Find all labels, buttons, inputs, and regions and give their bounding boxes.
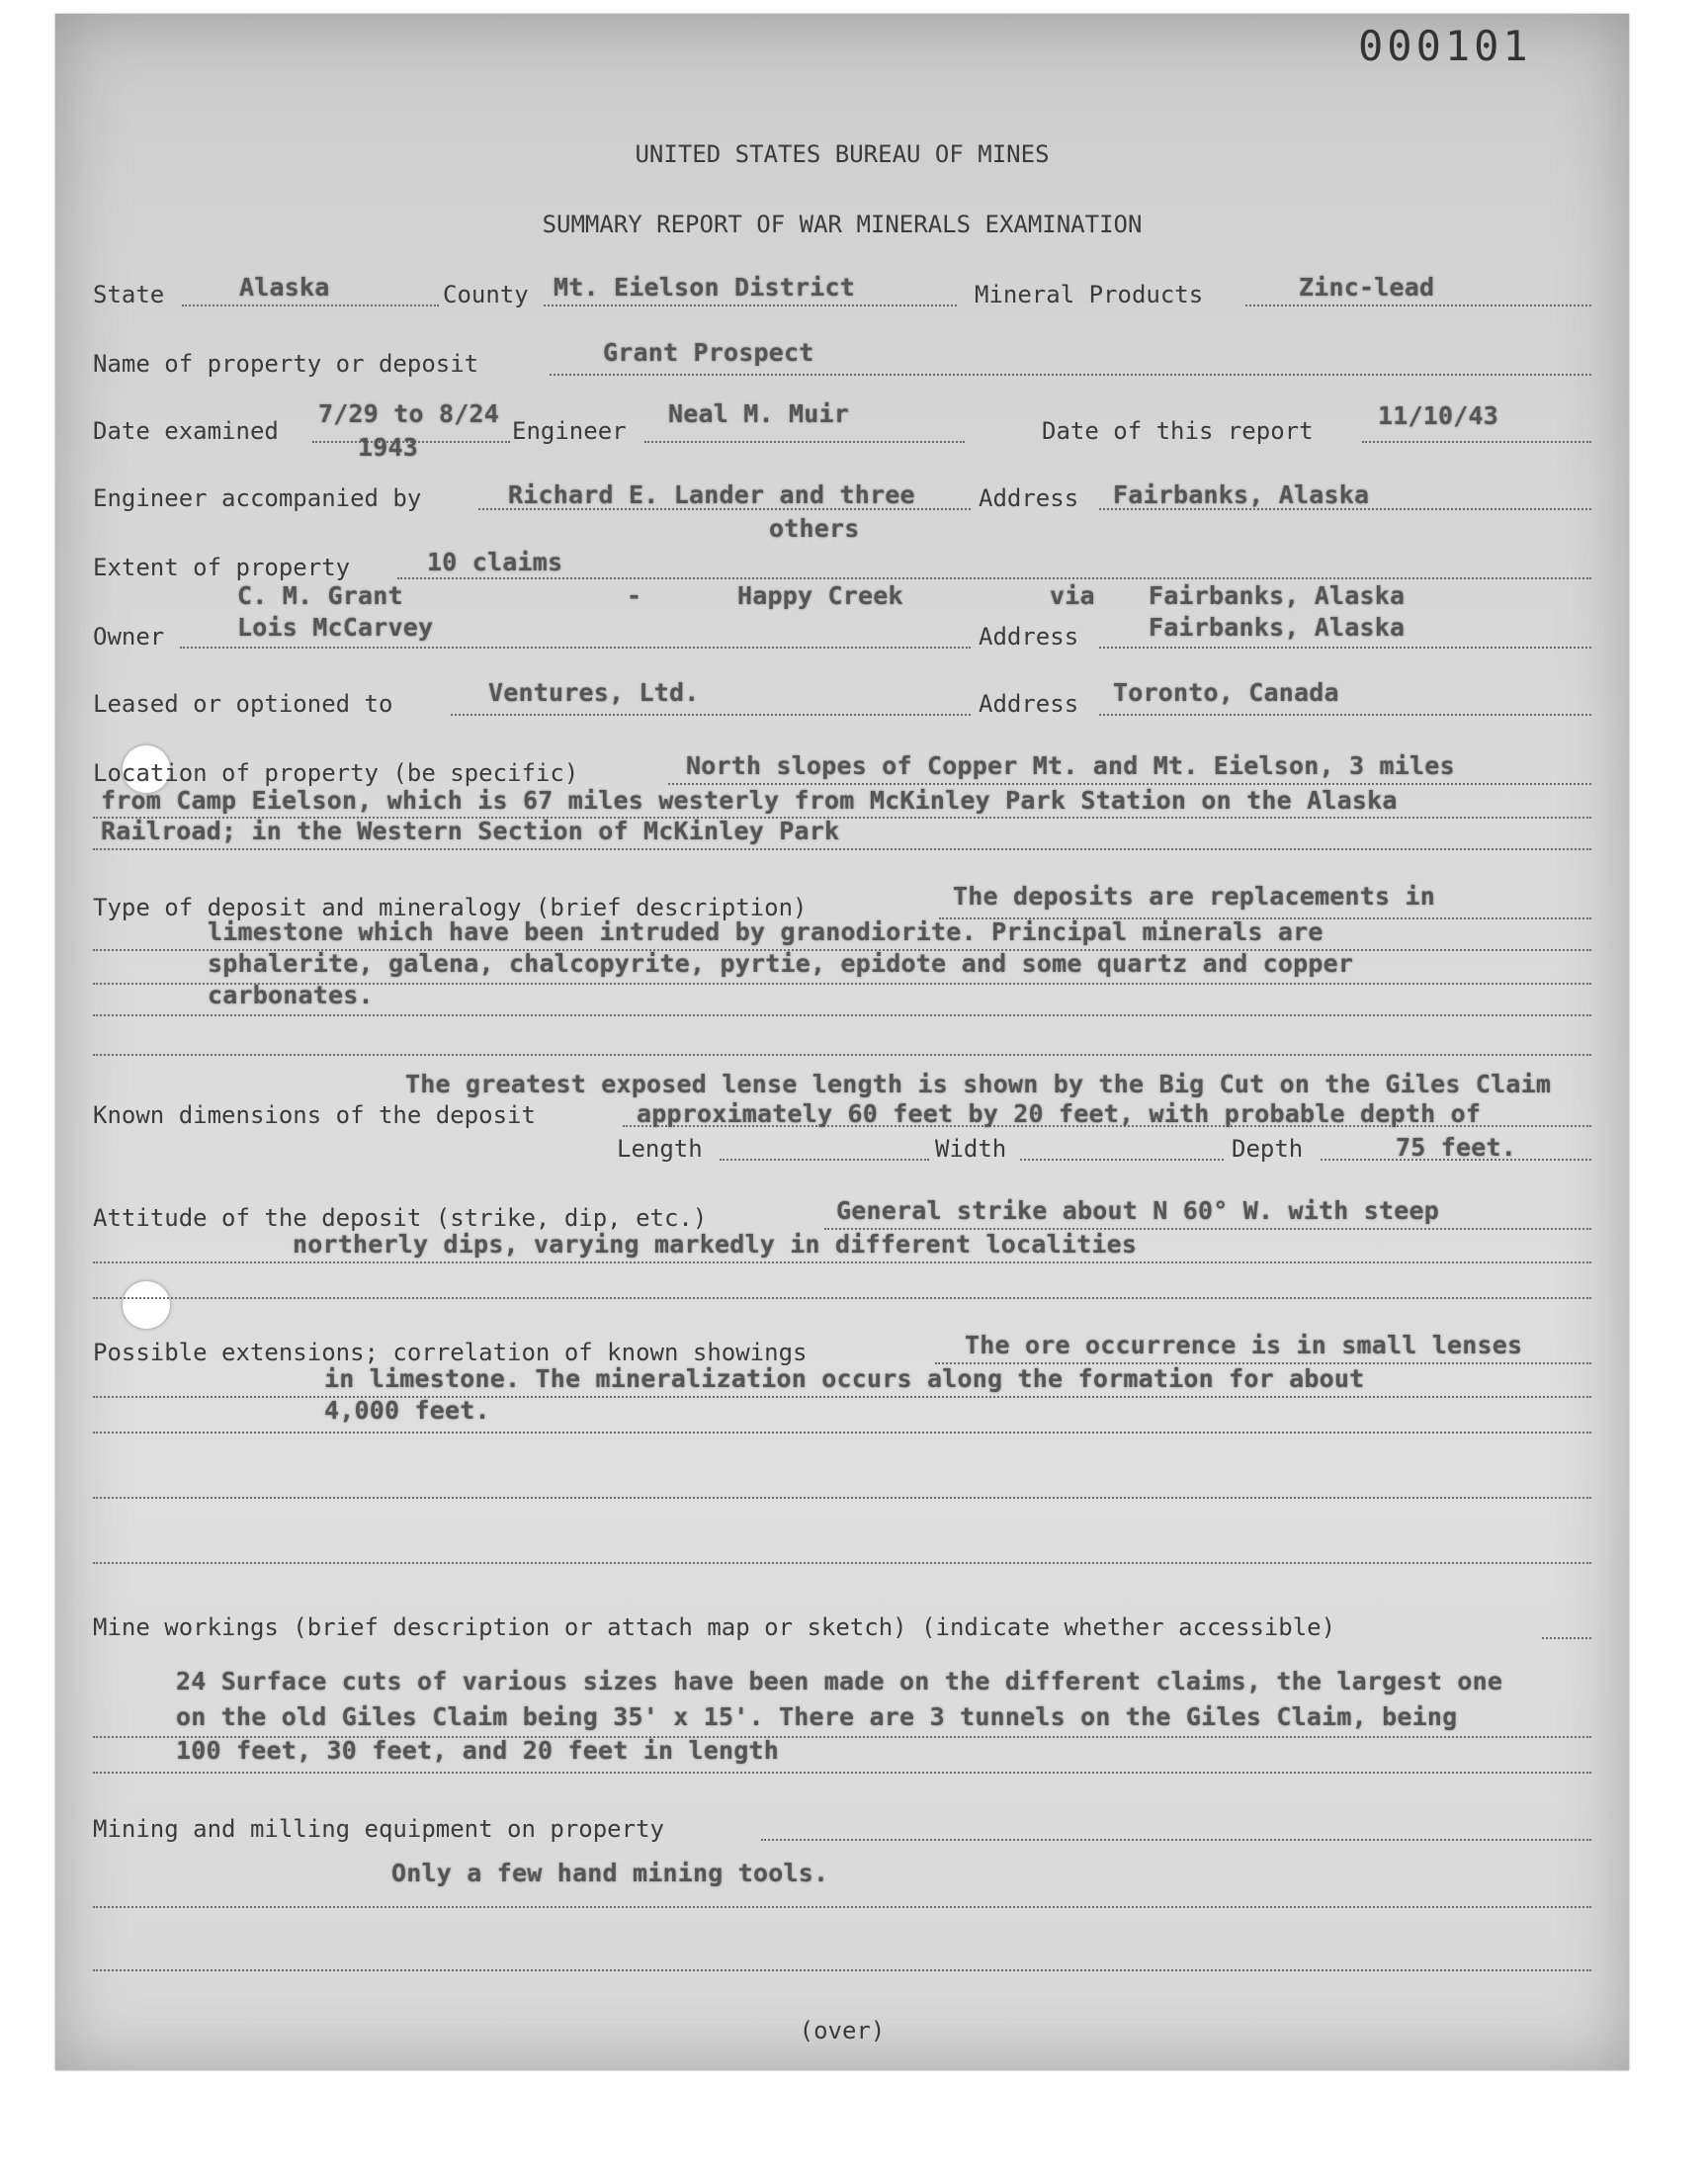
attitude-line-3 [93,1297,1591,1299]
depth-label: Depth [1232,1135,1304,1163]
engineer-value: Neal M. Muir [668,399,850,428]
extensions-label: Possible extensions; correlation of known showings [93,1339,808,1366]
extensions-value-1: The ore occurrence is in small lenses [965,1331,1523,1359]
page-title: UNITED STATES BUREAU OF MINES [635,140,1050,168]
width-label: Width [935,1135,1007,1163]
location-line [668,783,1591,785]
punch-hole-bottom [123,1281,170,1329]
leased-value: Ventures, Ltd. [488,678,700,707]
location-value-2: from Camp Eielson, which is 67 miles westerly from McKinley Park Station on the Alaska [101,786,1398,815]
document-number: 000101 [1358,22,1532,70]
length-line [720,1159,929,1161]
owner-dash: - [627,581,642,610]
extensions-value-2: in limestone. The mineralization occurs along the formation for about [324,1364,1365,1393]
attitude-value-1: General strike about N 60° W. with steep [836,1196,1440,1225]
leased-address-label: Address [979,690,1079,718]
width-line [1020,1159,1224,1161]
extensions-line-2 [93,1396,1591,1398]
date-report-value: 11/10/43 [1378,401,1499,430]
county-label: County [443,281,529,308]
workings-label: Mine workings (brief description or attach map or sketch) (indicate whether accessible) [93,1613,1336,1641]
type-line-5 [93,1054,1591,1056]
date-report-line [1362,441,1591,443]
length-label: Length [617,1135,703,1163]
leased-address-value: Toronto, Canada [1113,678,1339,707]
equipment-label: Mining and milling equipment on property [93,1815,664,1843]
depth-value: 75 feet. [1396,1133,1517,1162]
mineral-value: Zinc-lead [1299,273,1435,302]
owner-address-1: Fairbanks, Alaska [1149,581,1406,610]
equipment-line [761,1839,1591,1841]
location-value-3: Railroad; in the Western Section of McKinley Park [101,817,840,845]
location-value-1: North slopes of Copper Mt. and Mt. Eielson, 3 miles [686,751,1455,780]
mineral-label: Mineral Products [975,281,1204,308]
state-value: Alaska [239,273,330,302]
type-value-1: The deposits are replacements in [953,882,1436,911]
equipment-value: Only a few hand mining tools. [391,1859,829,1887]
owner-address-2: Fairbanks, Alaska [1149,613,1406,642]
engineer-line [644,441,965,443]
date-examined-value: 7/29 to 8/24 [318,399,500,428]
property-line [550,374,1591,376]
extensions-line-5 [93,1562,1591,1564]
dims-value-1: The greatest exposed lense length is shown by the Big Cut on the Giles Claim [405,1070,1552,1098]
owner-creek: Happy Creek [737,581,903,610]
accompanied-value-2: others [769,514,860,543]
accompanied-value: Richard E. Lander and three [508,480,915,509]
extent-value: 10 claims [427,548,563,576]
date-report-label: Date of this report [1042,417,1314,445]
equipment-line-3 [93,1969,1591,1971]
owner-line [180,647,971,649]
engineer-label: Engineer [512,417,627,445]
type-value-2: limestone which have been intruded by granodiorite. Principal minerals are [208,917,1324,946]
workings-line [1542,1637,1591,1639]
type-line-4 [93,1014,1591,1016]
location-line-3 [93,848,1591,850]
owner-label: Owner [93,623,165,651]
attitude-line-2 [93,1262,1591,1263]
leased-address-line [1099,714,1591,716]
extent-label: Extent of property [93,554,351,581]
type-value-3: sphalerite, galena, chalcopyrite, pyrtie, epidote and some quartz and copper [208,949,1354,978]
type-label: Type of deposit and mineralogy (brief description) [93,894,808,921]
date-examined-year: 1943 [358,433,419,462]
dims-label: Known dimensions of the deposit [93,1101,536,1129]
state-line [182,304,439,306]
leased-label: Leased or optioned to [93,690,393,718]
mineral-line [1245,304,1591,306]
extent-line [397,577,1591,579]
property-value: Grant Prospect [603,338,814,367]
dims-value-2: approximately 60 feet by 20 feet, with probable depth of [637,1099,1482,1128]
owner-address-label: Address [979,623,1079,651]
owner-name-2: Lois McCarvey [237,613,434,642]
extensions-line-3 [93,1432,1591,1434]
accompanied-address-value: Fairbanks, Alaska [1113,480,1370,509]
leased-line [451,714,971,716]
state-label: State [93,281,165,308]
county-line [544,304,957,306]
workings-value-3: 100 feet, 30 feet, and 20 feet in length [176,1736,780,1765]
attitude-value-2: northerly dips, varying markedly in different localities [293,1230,1138,1259]
date-examined-label: Date examined [93,417,279,445]
workings-line-3 [93,1772,1591,1774]
owner-via: via [1050,581,1095,610]
page-subtitle: SUMMARY REPORT OF WAR MINERALS EXAMINATION [542,211,1143,238]
equipment-line-2 [93,1906,1591,1908]
footer-over: (over) [799,2017,886,2044]
accompanied-address-label: Address [979,484,1079,512]
county-value: Mt. Eielson District [554,273,856,302]
owner-name-1: C. M. Grant [237,581,403,610]
attitude-label: Attitude of the deposit (strike, dip, etc.) [93,1204,708,1232]
extensions-line-4 [93,1497,1591,1499]
extensions-value-3: 4,000 feet. [324,1396,490,1425]
accompanied-label: Engineer accompanied by [93,484,422,512]
workings-value-1: 24 Surface cuts of various sizes have been made on the different claims, the largest one [176,1667,1503,1696]
owner-address-line [1099,647,1591,649]
workings-value-2: on the old Giles Claim being 35' x 15'. There are 3 tunnels on the Giles Claim, being [176,1702,1458,1731]
type-value-4: carbonates. [208,981,374,1009]
property-label: Name of property or deposit [93,350,479,378]
location-label: Location of property (be specific) [93,759,579,787]
